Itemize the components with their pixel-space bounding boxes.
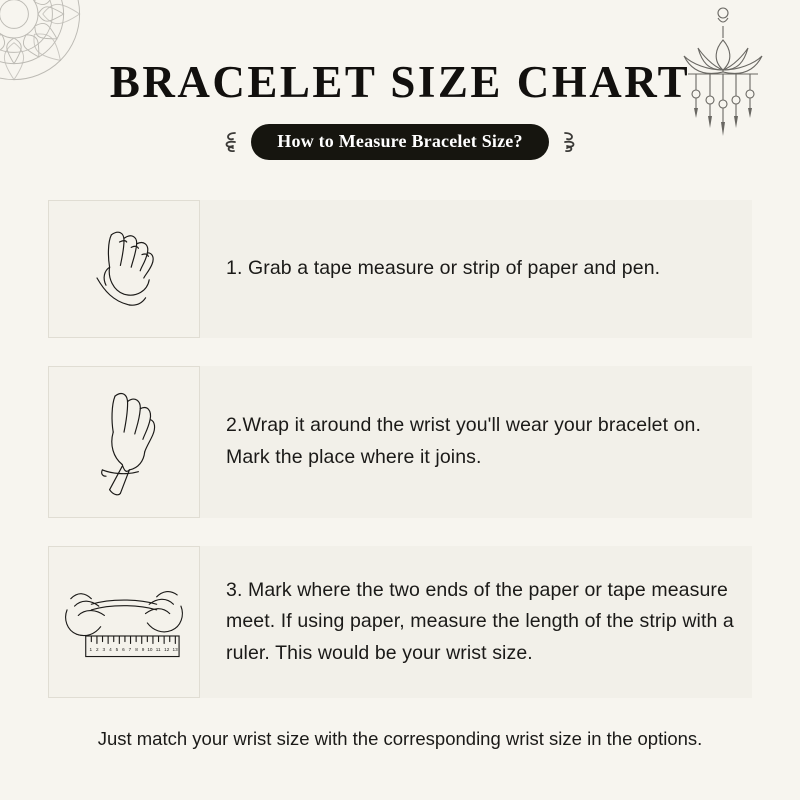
step-item xyxy=(48,366,752,518)
step-item xyxy=(48,200,752,338)
step-item xyxy=(48,546,752,698)
step-text: 2.Wrap it around the wrist you'll wear your bracelet on. Mark the place where it joins. xyxy=(226,414,702,468)
svg-text:10: 10 xyxy=(147,646,153,652)
svg-text:4: 4 xyxy=(109,646,112,652)
svg-text:1: 1 xyxy=(89,646,93,652)
hands-ruler-measure-illustration xyxy=(48,546,200,698)
step-text: 1. Grab a tape measure or strip of paper and pen. xyxy=(226,257,661,280)
steps-list xyxy=(48,200,752,726)
svg-text:9: 9 xyxy=(141,646,145,652)
step-text: 3. Mark where the two ends of the paper or tape measure meet. If using paper, measure the length of the strip with a ruler. This would be your wrist size. xyxy=(226,578,734,664)
flourish-right-icon xyxy=(561,129,587,155)
svg-text:11: 11 xyxy=(155,646,161,652)
svg-text:5: 5 xyxy=(115,646,119,652)
footer-note: Just match your wrist size with the corresponding wrist size in the options. xyxy=(97,728,703,749)
page-title: BRACELET SIZE CHART xyxy=(109,57,691,107)
subtitle-row xyxy=(0,124,800,160)
hand-fist-illustration xyxy=(48,200,200,338)
hand-wrist-wrap-illustration xyxy=(48,366,200,518)
svg-text:3: 3 xyxy=(102,646,106,652)
flourish-left-icon xyxy=(213,129,239,155)
subtitle-badge: How to Measure Bracelet Size? xyxy=(251,124,548,160)
svg-text:12: 12 xyxy=(164,646,170,652)
svg-text:6: 6 xyxy=(122,646,125,652)
svg-text:2: 2 xyxy=(96,646,99,652)
svg-text:13: 13 xyxy=(172,646,178,652)
svg-text:8: 8 xyxy=(135,646,138,652)
svg-text:7: 7 xyxy=(128,646,132,652)
